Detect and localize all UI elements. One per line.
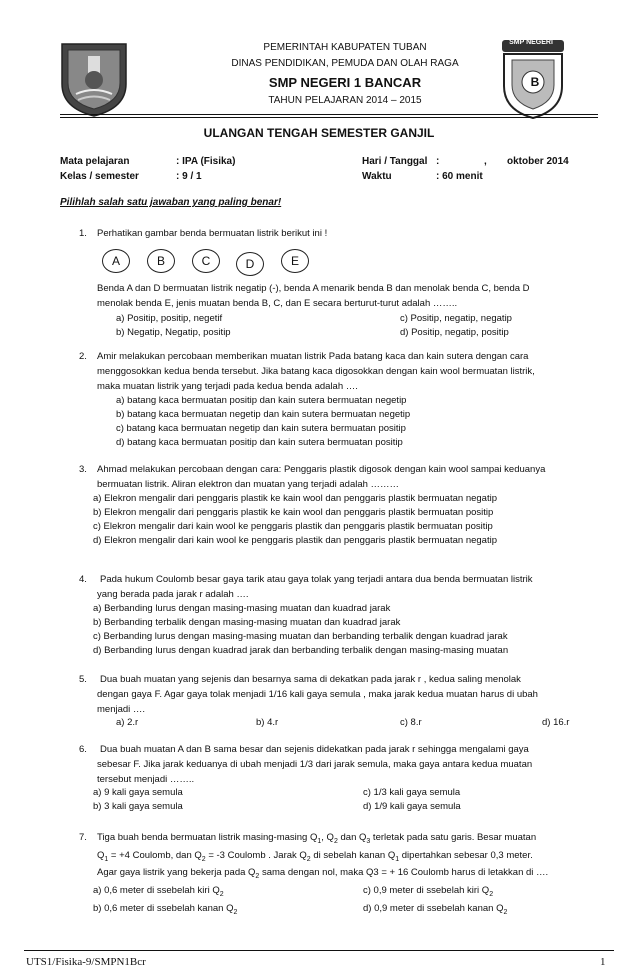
- q6-option-b[interactable]: b) 3 kali gaya semula: [93, 801, 183, 812]
- q7-line1-sub1: 1: [317, 837, 322, 845]
- q2-line2: menggosokkan kedua benda tersebut. Jika batang kaca digosokkan dengan kain wool bermuatan listrik,: [97, 366, 535, 377]
- charge-c: C: [192, 249, 220, 273]
- charge-b: B: [147, 249, 175, 273]
- q7-line2: [97, 850, 533, 863]
- q7-number: 7.: [79, 832, 87, 843]
- class-value: : 9 / 1: [176, 171, 202, 182]
- day-comma: ,: [484, 156, 487, 167]
- q7-line2-sub3: 2: [306, 855, 311, 863]
- q2-option-d[interactable]: d) batang kaca bermuatan positip dan kain sutera bermuatan positip: [116, 437, 403, 448]
- q1-desc-line1: Benda A dan D bermuatan listrik negatip (-), benda A menarik benda B dan menolak benda C, benda D: [97, 283, 530, 294]
- q7-option-c[interactable]: [363, 885, 493, 898]
- charge-d: D: [236, 252, 264, 276]
- q6-option-a[interactable]: a) 9 kali gaya semula: [93, 787, 183, 798]
- subject-value: : IPA (Fisika): [176, 156, 236, 167]
- school-badge-text: SMP NEGERI: [509, 39, 553, 46]
- charge-e: E: [281, 249, 309, 273]
- q7-option-d-text: d) 0,9 meter di ssebelah kanan Q: [363, 903, 504, 914]
- q7-option-a[interactable]: [93, 885, 224, 898]
- q2-line1: Amir melakukan percobaan memberikan muatan listrik Pada batang kaca dan kain sutera dengan cara: [97, 351, 529, 362]
- q7-option-a-sub: 2: [219, 890, 224, 898]
- q6-option-d[interactable]: d) 1/9 kali gaya semula: [363, 801, 461, 812]
- header-divider-top: [60, 114, 598, 115]
- q2-number: 2.: [79, 351, 87, 362]
- q7-option-c-text: c) 0,9 meter di ssebelah kiri Q: [363, 885, 490, 896]
- header-department: DINAS PENDIDIKAN, PEMUDA DAN OLAH RAGA: [231, 58, 459, 69]
- header-school-name: SMP NEGERI 1 BANCAR: [268, 75, 422, 90]
- q7-line1-part2: , Q: [321, 832, 334, 843]
- header-government: PEMERINTAH KABUPATEN TUBAN: [263, 42, 427, 53]
- q6-line3: tersebut menjadi ……..: [97, 774, 195, 785]
- q7-option-b[interactable]: [93, 903, 237, 916]
- school-badge-letter: B: [530, 75, 540, 89]
- q7-option-b-text: b) 0,6 meter di ssebelah kanan Q: [93, 903, 234, 914]
- q6-line1: Dua buah muatan A dan B sama besar dan sejenis didekatkan pada jarak r sehingga mengalami gaya: [100, 744, 529, 755]
- q4-option-c[interactable]: c) Berbanding lurus dengan masing-masing muatan dan berbanding terbalik dengan kuadrad jarak: [93, 631, 508, 642]
- header-academic-year: TAHUN PELAJARAN 2014 – 2015: [268, 95, 422, 106]
- q5-option-d[interactable]: d) 16.r: [542, 717, 570, 728]
- q7-line1-text: Tiga buah benda bermuatan listrik masing-masing Q: [97, 832, 318, 843]
- q1-number: 1.: [79, 228, 87, 239]
- q1-option-b[interactable]: b) Negatip, Negatip, positip: [116, 327, 231, 338]
- header-divider-bottom: [60, 117, 598, 118]
- q7-line1: [97, 832, 536, 845]
- q7-line2-sub2: 2: [201, 855, 206, 863]
- q7-line2-c: = -3 Coulomb . Jarak Q: [205, 850, 307, 861]
- q6-line2: sebesar F. Jika jarak keduanya di ubah menjadi 1/3 dari jarak semula, maka gaya antara kedua muatan: [97, 759, 533, 770]
- q2-line3: maka muatan listrik yang terjadi pada kedua benda adalah ….: [97, 381, 358, 392]
- q4-number: 4.: [79, 574, 87, 585]
- q7-line2-a: Q: [97, 850, 105, 861]
- q7-line2-b: = +4 Coulomb, dan Q: [108, 850, 202, 861]
- q7-line3: [97, 867, 548, 880]
- q7-line1-part3: dan Q: [337, 832, 367, 843]
- q2-option-a[interactable]: a) batang kaca bermuatan positip dan kain sutera bermuatan negetip: [116, 395, 407, 406]
- q1-desc-line2: menolak benda E, jenis muatan benda B, C, dan E secara berturut-turut adalah ……..: [97, 298, 458, 309]
- q7-option-d-sub: 2: [503, 908, 508, 916]
- q5-option-b[interactable]: b) 4.r: [256, 717, 279, 728]
- q4-option-b[interactable]: b) Berbanding terbalik dengan masing-masing muatan dan kuadrad jarak: [93, 617, 401, 628]
- q3-option-a[interactable]: a) Elekron mengalir dari penggaris plastik ke kain wool dan penggaris plastik bermuatan negatip: [93, 493, 497, 504]
- q2-option-b[interactable]: b) batang kaca bermuatan negetip dan kain sutera bermuatan negetip: [116, 409, 411, 420]
- q3-option-b[interactable]: b) Elekron mengalir dari penggaris plastik ke kain wool dan penggaris plastik bermuatan positip: [93, 507, 494, 518]
- q3-option-d[interactable]: d) Elekron mengalir dari kain wool ke penggaris plastik dan penggaris plastik bermuatan negatip: [93, 535, 497, 546]
- footer-divider: [24, 950, 614, 951]
- q7-line2-d: di sebelah kanan Q: [310, 850, 396, 861]
- q5-option-a[interactable]: a) 2.r: [116, 717, 139, 728]
- q2-option-c[interactable]: c) batang kaca bermuatan negetip dan kain sutera bermuatan positip: [116, 423, 406, 434]
- subject-label: Mata pelajaran: [60, 156, 130, 167]
- q4-line2: yang berada pada jarak r adalah ….: [97, 589, 249, 600]
- q5-option-c[interactable]: c) 8.r: [400, 717, 422, 728]
- day-label: Hari / Tanggal: [362, 156, 428, 167]
- q1-text: Perhatikan gambar benda bermuatan listrik berikut ini !: [97, 228, 328, 239]
- day-colon: :: [436, 156, 440, 167]
- q7-line2-sub4: 1: [395, 855, 400, 863]
- q3-line1: Ahmad melakukan percobaan dengan cara: Penggaris plastik digosok dengan kain wool sampai keduanya: [97, 464, 546, 475]
- q4-option-a[interactable]: a) Berbanding lurus dengan masing-masing muatan dan kuadrad jarak: [93, 603, 391, 614]
- q5-number: 5.: [79, 674, 87, 685]
- time-value: : 60 menit: [436, 171, 483, 182]
- class-label: Kelas / semester: [60, 171, 139, 182]
- q6-number: 6.: [79, 744, 87, 755]
- q7-line1-part4: terletak pada satu garis. Besar muatan: [370, 832, 537, 843]
- q3-option-c[interactable]: c) Elekron mengalir dari kain wool ke penggaris plastik dan penggaris plastik bermuatan positip: [93, 521, 493, 532]
- day-value: oktober 2014: [507, 156, 569, 167]
- q5-line2: dengan gaya F. Agar gaya tolak menjadi 1/16 kali gaya semula , maka jarak kedua muatan harus di ubah: [97, 689, 538, 700]
- q7-line1-sub2: 2: [333, 837, 338, 845]
- q5-line3: menjadi ….: [97, 704, 146, 715]
- q7-line2-e: dipertahkan sebesar 0,3 meter.: [399, 850, 533, 861]
- tuban-crest-logo: [58, 38, 130, 118]
- q7-line3-b: sama dengan nol, maka Q3 = + 16 Coulomb harus di letakkan di ….: [259, 867, 549, 878]
- q3-line2: bermuatan listrik. Aliran elektron dan muatan yang terjadi adalah ………: [97, 479, 400, 490]
- q7-option-d[interactable]: [363, 903, 507, 916]
- q4-line1: Pada hukum Coulomb besar gaya tarik atau gaya tolak yang terjadi antara dua benda bermuatan listrik: [100, 574, 533, 585]
- footer-page-number: 1: [600, 956, 606, 968]
- q1-option-d[interactable]: d) Positip, negatip, positip: [400, 327, 509, 338]
- q3-number: 3.: [79, 464, 87, 475]
- q7-line2-sub1: 1: [104, 855, 109, 863]
- q1-option-c[interactable]: c) Positip, negatip, negatip: [400, 313, 512, 324]
- q4-option-d[interactable]: d) Berbanding lurus dengan kuadrad jarak dan berbanding terbalik dengan masing-masing muatan: [93, 645, 509, 656]
- q6-option-c[interactable]: c) 1/3 kali gaya semula: [363, 787, 461, 798]
- footer-code: UTS1/Fisika-9/SMPN1Bcr: [26, 956, 146, 968]
- exam-title: ULANGAN TENGAH SEMESTER GANJIL: [203, 126, 435, 140]
- q7-option-c-sub: 2: [489, 890, 494, 898]
- q7-option-b-sub: 2: [233, 908, 238, 916]
- q7-line3-a: Agar gaya listrik yang bekerja pada Q: [97, 867, 256, 878]
- time-label: Waktu: [362, 171, 392, 182]
- q1-option-a[interactable]: a) Positip, positip, negetif: [116, 313, 223, 324]
- q5-line1: Dua buah muatan yang sejenis dan besarnya sama di dekatkan pada jarak r , kedua saling menolak: [100, 674, 521, 685]
- charge-a: A: [102, 249, 130, 273]
- q7-line3-sub: 2: [255, 872, 260, 880]
- q7-option-a-text: a) 0,6 meter di ssebelah kiri Q: [93, 885, 220, 896]
- q7-line1-sub3: 3: [366, 837, 371, 845]
- instruction: Pilihlah salah satu jawaban yang paling benar!: [60, 197, 282, 208]
